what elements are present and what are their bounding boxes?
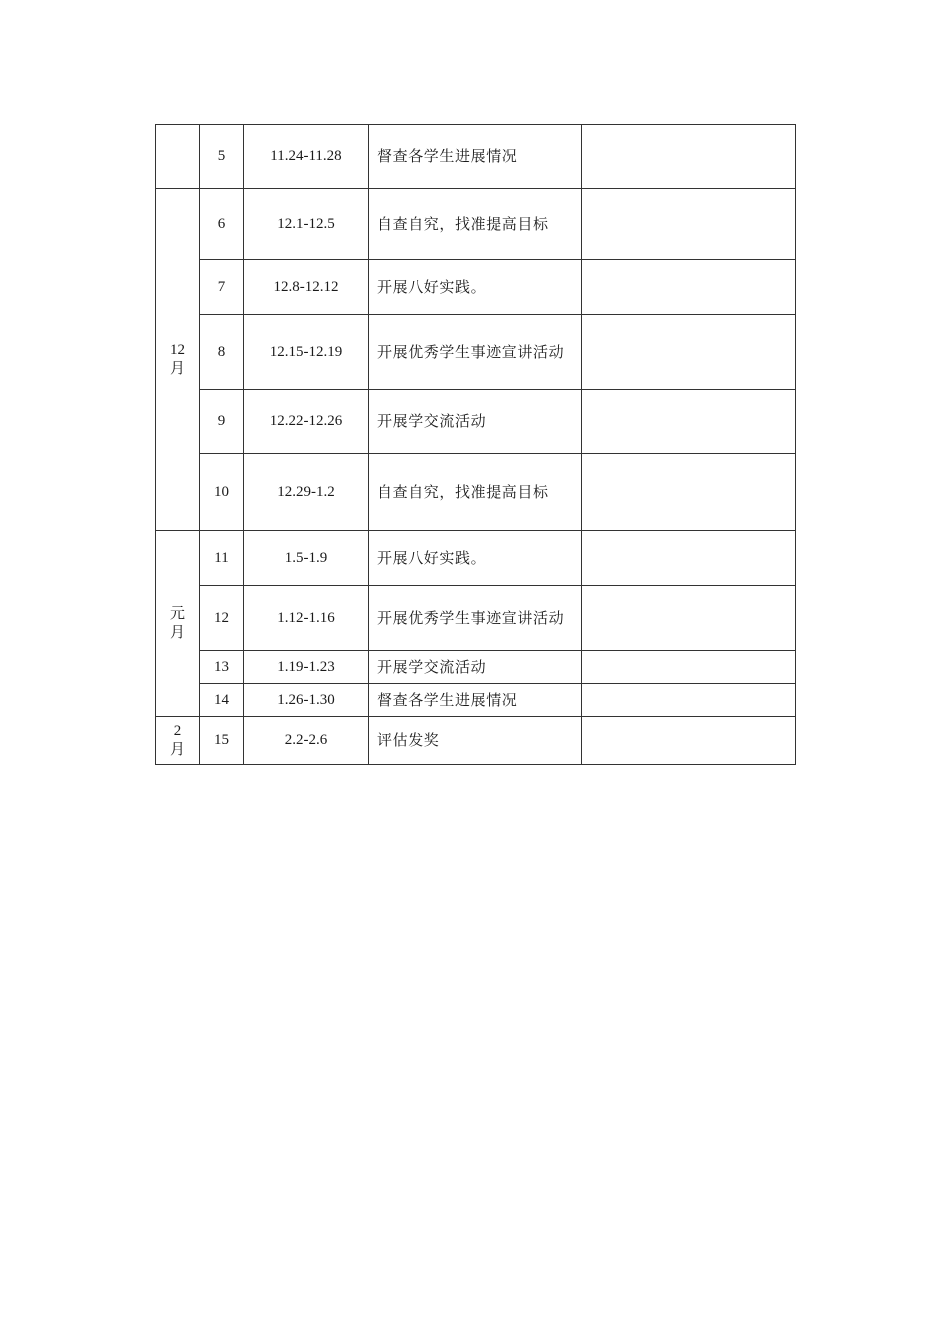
date-range: 1.19-1.23 [244,651,369,684]
date-range: 1.12-1.16 [244,586,369,651]
date-range: 12.22-12.26 [244,390,369,454]
date-range: 12.1-12.5 [244,189,369,260]
table-row [156,531,796,586]
task-text: 开展八好实践。 [369,531,582,586]
month-label: 元 月 [169,605,185,641]
week-number: 11 [200,531,244,586]
table-row [156,125,796,189]
week-number: 15 [200,717,244,765]
month-label: 2 月 [169,722,185,758]
week-number: 12 [200,586,244,651]
task-text: 开展学交流活动 [369,390,582,454]
note-cell [582,390,796,454]
week-number: 13 [200,651,244,684]
table-row [156,586,796,651]
table-row [156,717,796,765]
schedule-table [155,124,796,765]
week-number: 14 [200,684,244,717]
date-range: 12.8-12.12 [244,260,369,315]
table-row [156,189,796,260]
note-cell [582,531,796,586]
task-text: 开展学交流活动 [369,651,582,684]
week-number: 6 [200,189,244,260]
note-cell [582,586,796,651]
task-text: 自查自究，找准提高目标 [369,454,582,531]
task-text: 开展优秀学生事迹宣讲活动 [369,315,582,390]
task-text: 开展优秀学生事迹宣讲活动 [369,586,582,651]
table-row [156,260,796,315]
week-number: 5 [200,125,244,189]
date-range: 11.24-11.28 [244,125,369,189]
note-cell [582,684,796,717]
date-range: 1.26-1.30 [244,684,369,717]
task-text: 评估发奖 [369,717,582,765]
week-number: 7 [200,260,244,315]
table-row [156,684,796,717]
week-number: 10 [200,454,244,531]
task-text: 开展八好实践。 [369,260,582,315]
month-cell [156,531,200,717]
task-text: 自查自究，找准提高目标 [369,189,582,260]
month-cell [156,717,200,765]
note-cell [582,315,796,390]
date-range: 1.5-1.9 [244,531,369,586]
date-range: 12.15-12.19 [244,315,369,390]
note-cell [582,189,796,260]
note-cell [582,125,796,189]
week-number: 9 [200,390,244,454]
table-row [156,651,796,684]
month-cell [156,125,200,189]
task-text: 督查各学生进展情况 [369,684,582,717]
week-number: 8 [200,315,244,390]
table-row [156,315,796,390]
note-cell [582,260,796,315]
note-cell [582,717,796,765]
table-row [156,390,796,454]
date-range: 12.29-1.2 [244,454,369,531]
table-row [156,454,796,531]
task-text: 督查各学生进展情况 [369,125,582,189]
date-range: 2.2-2.6 [244,717,369,765]
month-cell [156,189,200,531]
note-cell [582,651,796,684]
month-label: 12 月 [169,341,185,377]
note-cell [582,454,796,531]
